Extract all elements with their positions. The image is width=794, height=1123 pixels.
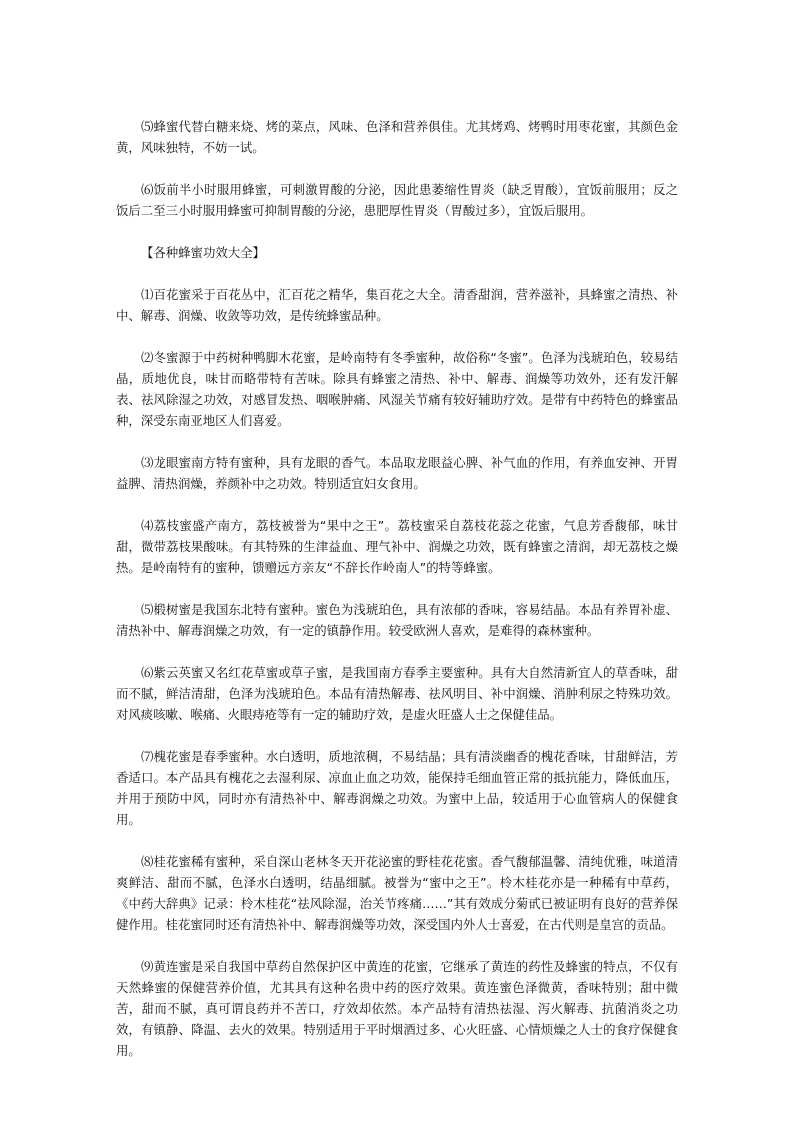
paragraph-roasting-tip: ⑸蜂蜜代替白糖来烧、烤的菜点，风味、色泽和营养俱佳。尤其烤鸡、烤鸭时用枣花蜜，其颜色金黄，风味独特，不妨一试。 [116,119,678,155]
section-heading: 【各种蜂蜜功效大全】 [141,245,265,260]
honey-item-huanglian: ⑼黄连蜜是采自我国中草药自然保护区中黄连的花蜜，它继承了黄连的药性及蜂蜜的特点，不仅有天然蜂蜜的保健营养价值，尤其具有这种名贵中药的医疗效果。黄连蜜色泽微黄，香味特别；甜中微苦，甜而不腻，真可谓良药并不苦口，疗效却依然。本产品特有清热祛湿、泻火解毒、抗菌消炎之功效，有镇静、降温、去火的效果。特别适用于平时烟酒过多、心火旺盛、心情烦燥之人士的食疗保健食用。 [116,959,678,1058]
honey-item-longyan: ⑶龙眼蜜南方特有蜜种，具有龙眼的香气。本品取龙眼益心脾、补气血的作用，有养血安神、开胃益脾、清热润燥，养颜补中之功效。特别适宜妇女食用。 [116,455,678,491]
honey-item-baihua: ⑴百花蜜采于百花丛中，汇百花之精华，集百花之大全。清香甜润，营养滋补，具蜂蜜之清热、补中、解毒、润燥、收敛等功效，是传统蜂蜜品种。 [116,287,678,323]
honey-item-ziyunying: ⑹紫云英蜜又名红花草蜜或草子蜜，是我国南方春季主要蜜种。具有大自然清新宜人的草香味，甜而不腻，鲜洁清甜，色泽为浅琥珀色。本品有清热解毒、祛风明目、补中润燥、消肿利尿之特殊功效。对风痰咳嗽、喉痛、火眼痔疮等有一定的辅助疗效，是虚火旺盛人士之保健佳品。 [116,665,678,722]
honey-item-dongmi: ⑵冬蜜源于中药树种鸭脚木花蜜，是岭南特有冬季蜜种，故俗称“冬蜜”。色泽为浅琥珀色，较易结晶，质地优良，味甘而略带特有苦味。除具有蜂蜜之清热、补中、解毒、润燥等功效外，还有发汗解表、祛风除湿之功效，对感冒发热、咽喉肿痛、风湿关节痛有较好辅助疗效。是带有中药特色的蜂蜜品种，深受东南亚地区人们喜爱。 [116,350,678,428]
honey-item-lizhi: ⑷荔枝蜜盛产南方，荔枝被誉为“果中之王”。荔枝蜜采自荔枝花蕊之花蜜，气息芳香馥郁，味甘甜，微带荔枝果酸味。有其特殊的生津益血、理气补中、润燥之功效，既有蜂蜜之清润，却无荔枝之燥热。是岭南特有的蜜种，馈赠远方亲友“不辞长作岭南人”的特等蜂蜜。 [116,518,678,575]
paragraph-meal-timing-tip: ⑹饭前半小时服用蜂蜜，可刺激胃酸的分泌，因此患萎缩性胃炎（缺乏胃酸），宜饭前服用；反之饭后二至三小时服用蜂蜜可抑制胃酸的分泌，患肥厚性胃炎（胃酸过多），宜饭后服用。 [116,182,678,218]
honey-item-duanshu: ⑸椴树蜜是我国东北特有蜜种。蜜色为浅琥珀色，具有浓郁的香味，容易结晶。本品有养胃补虚、清热补中、解毒润燥之功效，有一定的镇静作用。较受欧洲人喜欢，是难得的森林蜜种。 [116,602,678,638]
document-page [116,116,678,1082]
honey-item-huaihua: ⑺槐花蜜是春季蜜种。水白透明，质地浓稠，不易结晶；具有清淡幽香的槐花香味，甘甜鲜洁，芳香适口。本产品具有槐花之去湿利尿、凉血止血之功效，能保持毛细血管正常的抵抗能力，降低血压，并用于预防中风，同时亦有清热补中、解毒润燥之功效。为蜜中上品，较适用于心血管病人的保健食用。 [116,749,678,827]
honey-item-guihua: ⑻桂花蜜稀有蜜种，采自深山老林冬天开花泌蜜的野桂花花蜜。香气馥郁温馨、清纯优雅，味道清爽鲜洁、甜而不腻，色泽水白透明，结晶细腻。被誉为“蜜中之王”。柃木桂花亦是一种稀有中草药，《中药大辞典》记录：柃木桂花“祛风除湿，治关节疼痛……”其有效成分菊甙已被证明有良好的营养保健作用。桂花蜜同时还有清热补中、解毒润燥等功效，深受国内外人士喜爱，在古代则是皇宫的贡品。 [116,854,678,932]
